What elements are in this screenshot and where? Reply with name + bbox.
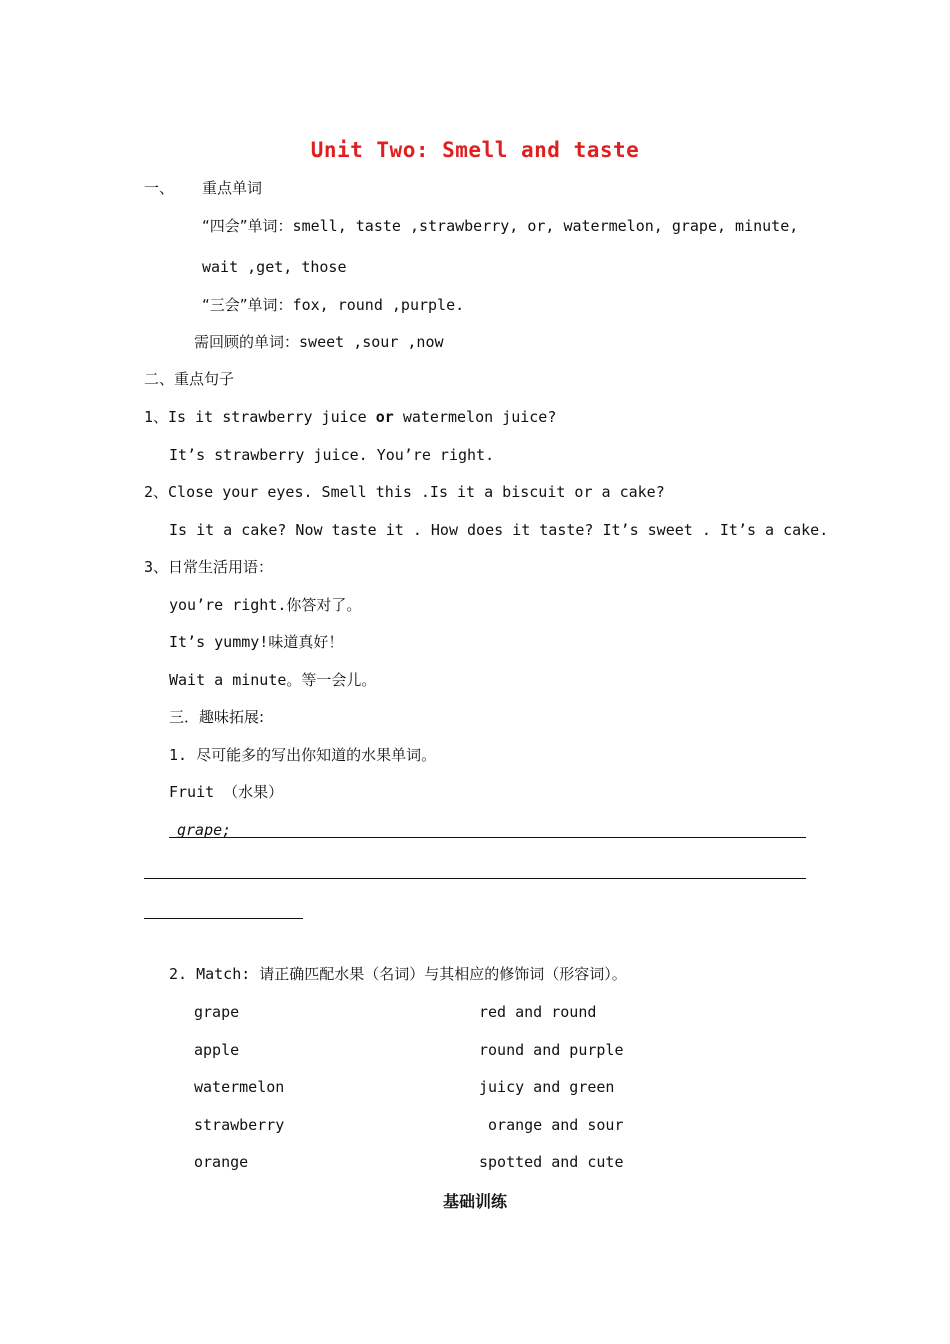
- footer-heading: 基础训练: [442, 1192, 507, 1211]
- sentence-2-answer: Is it a cake? Now taste it . How does it taste? It’s sweet . It’s a cake.: [169, 521, 829, 539]
- four-skill-label: “四会”单词：: [202, 217, 293, 235]
- match-left-item: orange: [194, 1153, 249, 1171]
- answer-line-3: [144, 918, 303, 919]
- review-words: sweet ,sour ,now: [299, 333, 444, 351]
- page-title: Unit Two: Smell and taste: [310, 138, 640, 162]
- answer-line-2: [144, 878, 806, 879]
- section1-heading: 重点单词: [202, 179, 263, 197]
- three-skill-words: fox, round ,purple.: [292, 296, 465, 314]
- match-left-item: apple: [194, 1041, 240, 1059]
- four-skill-words-2: wait ,get, those: [202, 258, 347, 276]
- sentence-1-part-a: 1、Is it strawberry juice: [144, 408, 376, 426]
- sentence-1-answer: It’s strawberry juice. You’re right.: [169, 446, 495, 464]
- match-right-item: spotted and cute: [479, 1153, 624, 1171]
- three-skill-label: “三会”单词：: [202, 296, 293, 314]
- four-skill-words-1: smell, taste ,strawberry, or, watermelon, grape, minute,: [292, 217, 799, 235]
- match-left-item: grape: [194, 1003, 240, 1021]
- task-2: 2. Match: 请正确匹配水果（名词）与其相应的修饰词（形容词）。: [169, 965, 627, 983]
- match-right-item: juicy and green: [479, 1078, 615, 1096]
- phrase-item: Wait a minute。等一会儿。: [169, 671, 377, 689]
- answer-line-1: [169, 837, 806, 838]
- review-label: 需回顾的单词：: [194, 333, 300, 351]
- phrase-item: you’re right.你答对了。: [169, 596, 362, 614]
- match-right-item: orange and sour: [479, 1116, 624, 1134]
- fruit-label: Fruit （水果）: [169, 783, 284, 801]
- task-1: 1. 尽可能多的写出你知道的水果单词。: [169, 746, 437, 764]
- match-left-item: strawberry: [194, 1116, 285, 1134]
- section1-number: 一、: [144, 179, 175, 197]
- match-right-item: round and purple: [479, 1041, 624, 1059]
- four-skill-words-line: [202, 216, 798, 236]
- sentence-1: [144, 407, 556, 427]
- sentence-2: 2、Close your eyes. Smell this .Is it a biscuit or a cake?: [144, 483, 665, 501]
- sentence-3: 3、日常生活用语：: [144, 558, 274, 576]
- three-skill-words-line: [202, 295, 464, 315]
- match-right-item: red and round: [479, 1003, 597, 1021]
- match-left-item: watermelon: [194, 1078, 285, 1096]
- phrase-item: It’s yummy!味道真好！: [169, 633, 344, 651]
- section3-heading: 三．趣味拓展:: [169, 708, 265, 726]
- review-words-line: [194, 332, 444, 352]
- section2-heading: 二、重点句子: [144, 370, 235, 388]
- answer-example: grape;: [177, 821, 232, 839]
- sentence-1-part-b: watermelon juice?: [393, 408, 557, 426]
- sentence-1-or: or: [375, 408, 394, 426]
